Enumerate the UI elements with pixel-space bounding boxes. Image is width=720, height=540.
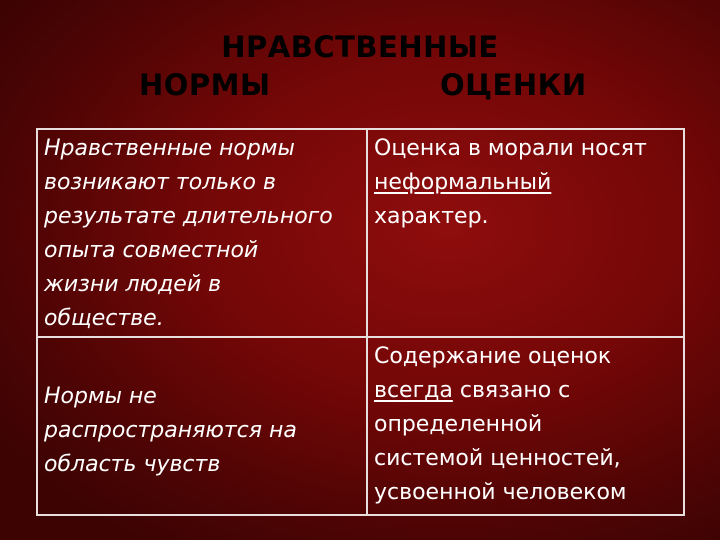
row-divider — [38, 336, 683, 338]
text-line: определенной — [374, 412, 543, 437]
text-line: Содержание оценок — [374, 344, 612, 369]
text-line: системой ценностей, — [374, 446, 621, 471]
text-line: жизни людей в — [44, 272, 222, 297]
cell-evaluations-informal — [374, 132, 684, 234]
text-line: Оценка в морали носят — [374, 136, 647, 161]
text-line: распространяются на — [44, 418, 297, 443]
cell-evaluations-values — [374, 340, 684, 510]
text-line: возникают только в — [44, 170, 276, 195]
text-line — [374, 166, 684, 200]
cell-norms-feelings — [44, 380, 364, 482]
underlined-word: неформальный — [374, 170, 552, 195]
text-line: опыта совместной — [44, 238, 259, 263]
text-fragment: связано с — [452, 378, 571, 403]
slide-title — [0, 0, 720, 120]
column-divider — [366, 130, 368, 514]
text-line: Нормы не — [44, 384, 157, 409]
underlined-word: всегда — [374, 378, 453, 403]
text-line: усвоенной человеком — [374, 480, 627, 505]
title-evaluations: ОЦЕНКИ — [440, 68, 587, 102]
title-line-moral: НРАВСТВЕННЫЕ — [221, 30, 499, 64]
text-line: Нравственные нормы — [44, 136, 295, 161]
title-norms: НОРМЫ — [139, 68, 271, 102]
comparison-table — [36, 128, 685, 516]
text-line: обществе. — [44, 306, 164, 331]
text-line — [374, 374, 684, 408]
cell-norms-origin — [44, 132, 364, 336]
text-line: результате длительного — [44, 204, 333, 229]
text-line: область чувств — [44, 452, 221, 477]
text-line: характер. — [374, 204, 489, 229]
